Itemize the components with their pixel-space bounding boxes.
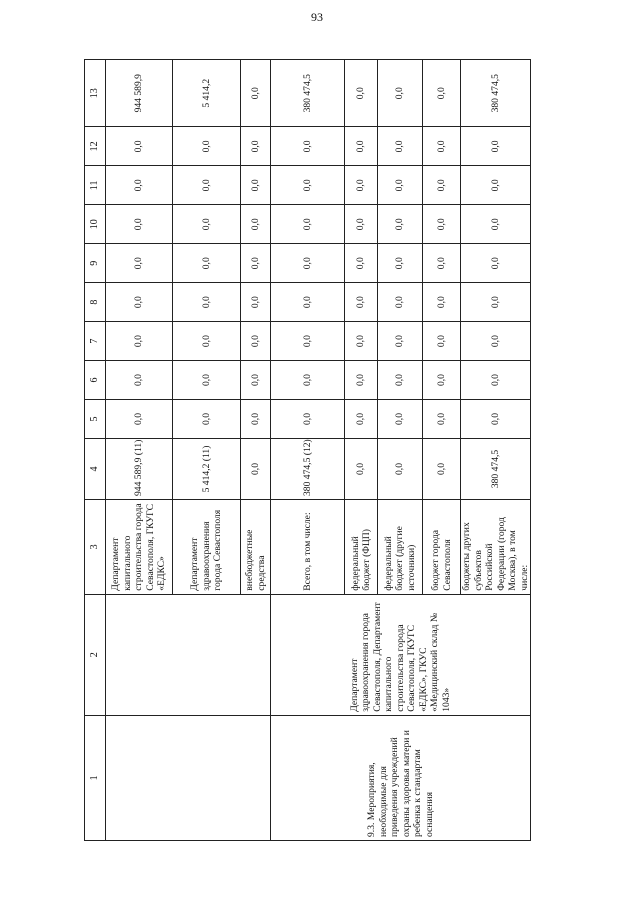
value-cell: 0,0 [461,127,531,166]
value-cell: 0,0 [345,60,378,127]
value-cell: 0,0 [461,400,531,439]
value-cell: 0,0 [173,166,241,205]
column-number: 2 [85,594,106,715]
value-cell: 0,0 [345,361,378,400]
column-number: 10 [85,205,106,244]
funding-source-cell: бюджеты других субъектов Российской Федерации (город Москва), в том числе: [461,500,531,595]
value-cell: 0,0 [378,60,423,127]
value-cell: 0,0 [423,361,461,400]
value-cell: 0,0 [423,400,461,439]
value-cell: 0,0 [378,127,423,166]
value-cell: 0,0 [423,127,461,166]
measure-cell: 9.3. Мероприятия, необходимые для приведения учреждений охраны здоровья матери и ребенка к стандартам оснащения [271,715,531,840]
column-number: 6 [85,361,106,400]
value-cell: 0,0 [173,283,241,322]
table-row [271,60,345,841]
value-cell: 0,0 [345,283,378,322]
value-cell: 0,0 [271,205,345,244]
column-number: 9 [85,244,106,283]
value-cell: 5 414,2 (11) [173,438,241,499]
value-cell: 0,0 [461,205,531,244]
value-cell: 0,0 [173,322,241,361]
value-cell: 0,0 [378,322,423,361]
value-cell: 0,0 [345,322,378,361]
funding-source-cell: бюджет города Севастополя [423,500,461,595]
value-cell: 0,0 [271,400,345,439]
value-cell: 0,0 [106,127,173,166]
value-cell: 0,0 [378,205,423,244]
value-cell: 0,0 [423,438,461,499]
value-cell: 0,0 [106,283,173,322]
value-cell: 0,0 [241,438,271,499]
value-cell: 0,0 [378,166,423,205]
value-cell: 0,0 [378,438,423,499]
column-number: 13 [85,60,106,127]
value-cell: 380 474,5 (12) [271,438,345,499]
value-cell: 0,0 [173,361,241,400]
value-cell: 380 474,5 [461,438,531,499]
executor-cell: Департамент здравоохранения города Севастополя, Департамент капитального строительства города Севастополя, ГКУГС «ЕДКС», ГКУС «Медицинский склад № 1043» [271,594,531,715]
value-cell: 0,0 [345,166,378,205]
funding-source-cell: Департамент здравоохранения города Севастополя [173,500,241,595]
value-cell: 0,0 [173,400,241,439]
table-row [106,60,173,841]
value-cell: 0,0 [423,166,461,205]
value-cell: 0,0 [345,205,378,244]
value-cell: 380 474,5 [271,60,345,127]
value-cell: 0,0 [241,322,271,361]
value-cell: 0,0 [345,400,378,439]
value-cell: 380 474,5 [461,60,531,127]
column-number: 1 [85,715,106,840]
value-cell: 0,0 [106,322,173,361]
column-number: 5 [85,400,106,439]
value-cell: 0,0 [378,400,423,439]
value-cell: 0,0 [241,205,271,244]
value-cell: 0,0 [173,244,241,283]
value-cell: 0,0 [345,244,378,283]
budget-table [84,59,531,841]
value-cell: 0,0 [106,244,173,283]
table-rotation-frame [84,59,529,841]
value-cell: 0,0 [271,244,345,283]
value-cell: 0,0 [241,400,271,439]
column-number: 4 [85,438,106,499]
value-cell: 0,0 [378,244,423,283]
value-cell: 0,0 [461,244,531,283]
value-cell: 0,0 [423,244,461,283]
value-cell: 0,0 [241,127,271,166]
column-number: 3 [85,500,106,595]
funding-source-cell: внебюджетные средства [241,500,271,595]
column-number: 11 [85,166,106,205]
funding-source-cell: федеральный бюджет (ФЦП) [345,500,378,595]
value-cell: 0,0 [423,322,461,361]
value-cell: 5 414,2 [173,60,241,127]
value-cell: 944 589,9 [106,60,173,127]
value-cell: 0,0 [241,361,271,400]
column-number: 8 [85,283,106,322]
value-cell: 0,0 [345,438,378,499]
value-cell: 0,0 [241,60,271,127]
rotated-table-area [84,59,529,841]
funding-source-cell: федеральный бюджет (другие источники) [378,500,423,595]
value-cell: 0,0 [106,166,173,205]
executor-cell [106,594,271,715]
value-cell: 0,0 [271,283,345,322]
page-number: 93 [311,10,323,24]
value-cell: 0,0 [423,60,461,127]
value-cell: 0,0 [241,166,271,205]
value-cell: 0,0 [461,322,531,361]
value-cell: 0,0 [461,283,531,322]
value-cell: 0,0 [241,283,271,322]
value-cell: 0,0 [423,283,461,322]
value-cell: 0,0 [271,127,345,166]
value-cell: 0,0 [106,400,173,439]
value-cell: 0,0 [106,205,173,244]
funding-source-cell: Всего, в том числе: [271,500,345,595]
column-number: 7 [85,322,106,361]
measure-cell [106,715,271,840]
column-number: 12 [85,127,106,166]
column-number-row [85,60,106,841]
value-cell: 0,0 [173,205,241,244]
value-cell: 0,0 [271,166,345,205]
value-cell: 0,0 [345,127,378,166]
value-cell: 0,0 [271,361,345,400]
value-cell: 0,0 [461,166,531,205]
value-cell: 0,0 [271,322,345,361]
value-cell: 0,0 [173,127,241,166]
value-cell: 0,0 [378,283,423,322]
value-cell: 944 589,9 (11) [106,438,173,499]
value-cell: 0,0 [423,205,461,244]
value-cell: 0,0 [461,361,531,400]
funding-source-cell: Департамент капитального строительства города Севастополя, ГКУГС «ЕДКС» [106,500,173,595]
value-cell: 0,0 [241,244,271,283]
value-cell: 0,0 [106,361,173,400]
value-cell: 0,0 [378,361,423,400]
